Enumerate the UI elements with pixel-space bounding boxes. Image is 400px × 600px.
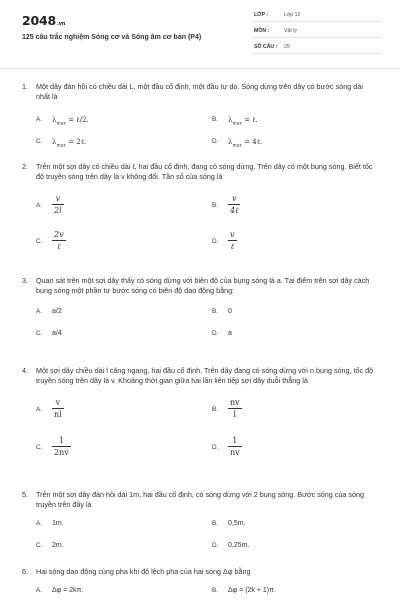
question-2: 2. Trên một sợi dây có chiều dài ℓ, hai đầu cố định, đang có sóng dừng. Trên dây có một bụng sóng. Biết tốc độ truyền sóng trên dây là v không đổi. Tần số của sóng là A. $\frac{v}{2l}$ B. $\frac{v}{\text{4ℓ}}$ C. $\frac{2v}{\text{ℓ}}$ D. $\frac{v}{\text{ℓ}}$ — [22, 162, 378, 262]
document-title: 125 câu trắc nghiệm Sóng cơ và Sóng âm cơ bản (P4) — [22, 34, 202, 41]
question-4: 4. Một sợi dây chiều dài l căng ngang, hai đầu cố định. Trên dây đang có sóng dừng với n bụng sóng, tốc độ truyền sóng trên dây là v. Khoảng thời gian giữa hai lần liên tiếp sợi dây duỗi thẳng là A. $\frac{v}{nl}$ B. $\frac{nv}{l}$ C. $\frac{1}{2nv}$ D. $\frac{1}{nv}$ — [22, 366, 378, 466]
site-logo[interactable]: 2048.vn — [22, 13, 66, 28]
header-divider — [0, 68, 400, 69]
question-3: 3. Quan sát trên một sợi dây thấy có sóng dừng với biên độ của bụng sóng là a. Tại điểm trên sợi dây cách bụng sóng một phần tư bước sóng có biên độ dao động bằng: A. a/2 B. 0 C. a/4 D. a — [22, 276, 378, 336]
meta-grade: LỚP : Lớp 12 — [252, 8, 382, 22]
question-text: 3. Quan sát trên một sợi dây thấy có sóng dừng với biên độ của bụng sóng là a. Tại điểm trên sợi dây cách bụng sóng một phần tư bước sóng có biên độ dao động bằng: — [22, 276, 370, 295]
page-header — [0, 0, 400, 66]
question-text: 2. Trên một sợi dây có chiều dài ℓ, hai đầu cố định, đang có sóng dừng. Trên dây có một bụng sóng. Biết tốc độ truyền sóng trên dây là v không đổi. Tần số của sóng là — [22, 162, 373, 181]
question-text: 6. Hai sóng dao động cùng pha khi độ lệch pha của hai sóng Δφ bằng — [22, 567, 251, 576]
question-text: 5. Trên một sợi dây đàn hồi dài 1m, hai đầu cố định, có sóng dừng với 2 bụng sóng. Bước sóng của sóng truyền trên đây là — [22, 490, 364, 509]
meta-question-count: SỐ CÂU : 25 — [252, 40, 382, 54]
question-text: 1. Một dây đàn hồi có chiều dài L, một đầu cố định, một đầu tự do. Sóng dừng trên dây có bước sóng dài nhất là — [22, 82, 363, 101]
question-6: 6. Hai sóng dao động cùng pha khi độ lệch pha của hai sóng Δφ bằng A. Δφ = 2kπ. B. Δφ = (2k + 1)π. — [22, 567, 378, 591]
meta-subject: MÔN : Vật lý — [252, 24, 382, 38]
question-5: 5. Trên một sợi dây đàn hồi dài 1m, hai đầu cố định, có sóng dừng với 2 bụng sóng. Bước sóng của sóng truyền trên đây là A. 1m. B. 0,5m. C. 2m. D. 0,25m. — [22, 490, 378, 550]
question-1: 1. Một dây đàn hồi có chiều dài L, một đầu cố định, một đầu tự do. Sóng dừng trên dây có bước sóng dài nhất là A. $\lambda_{max}$ = ℓ/2. B. $\lambda_{max}$ = ℓ. C. $\lambda_{max}$ = 2ℓ. D. $\lambda_{max}$ = 4ℓ. — [22, 82, 378, 142]
question-text: 4. Một sợi dây chiều dài l căng ngang, hai đầu cố định. Trên dây đang có sóng dừng với n bụng sóng, tốc độ truyền sóng trên dây là v. Khoảng thời gian giữa hai lần liên tiếp sợi dây duỗi thẳng là — [22, 366, 374, 385]
